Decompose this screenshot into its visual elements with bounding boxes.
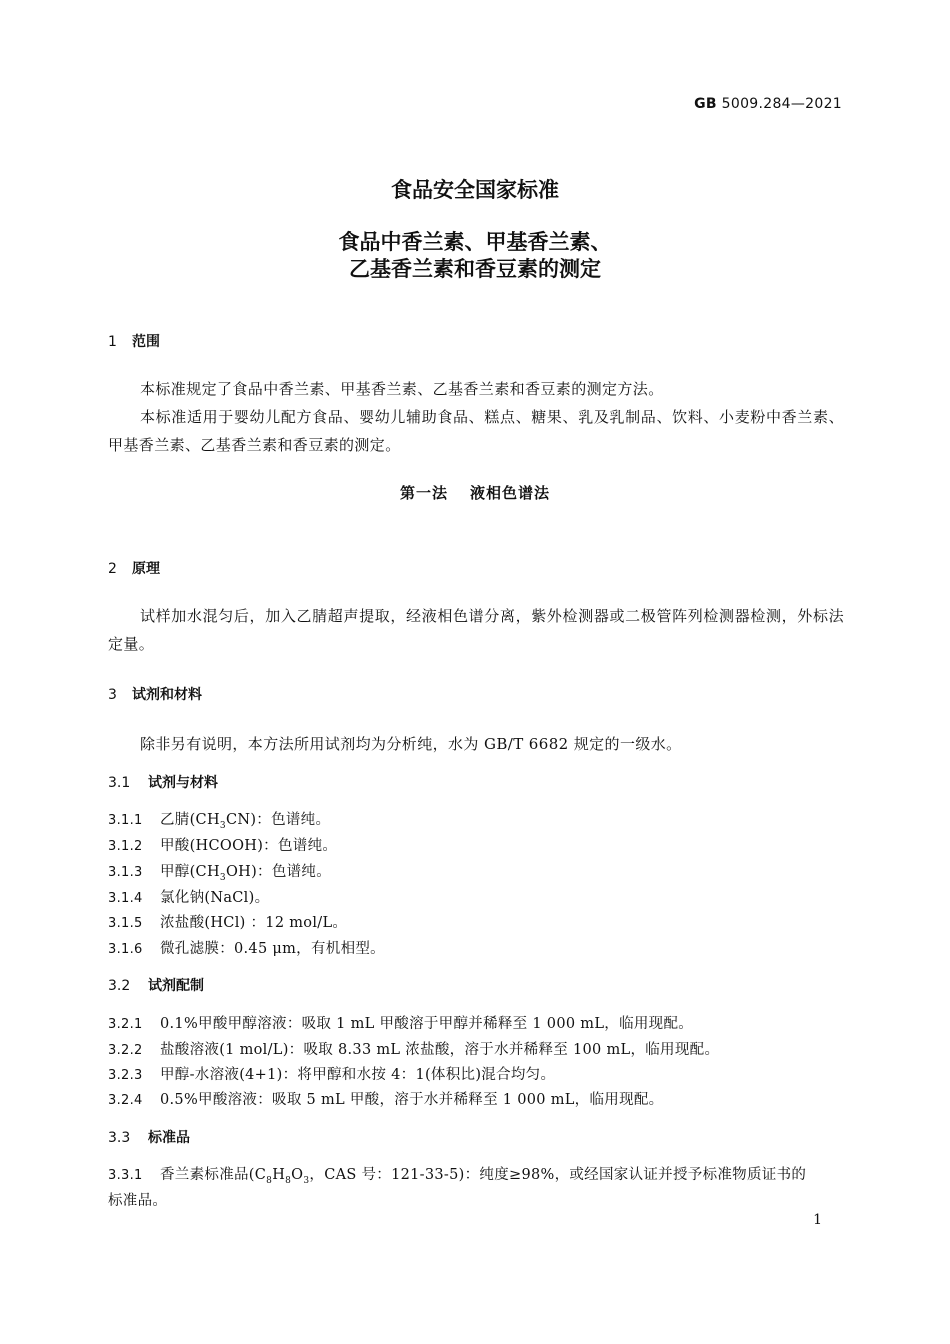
section-number: 2 (108, 561, 117, 577)
item-text: 微孔滤膜：0.45 μm，有机相型。 (160, 941, 385, 957)
method-label: 第一法 (399, 484, 448, 502)
document-subtitle-line1: 食品中香兰素、甲基香兰素、 (338, 230, 612, 254)
item-text: ，CAS 号：121-33-5)：纯度≥98%，或经国家认证并授予标准物质证书的 (309, 1167, 807, 1183)
item-text: 香兰素标准品(C (160, 1167, 267, 1183)
subsection-heading-3-2 (108, 975, 204, 995)
preparation-item (108, 1012, 693, 1033)
item-text: 乙腈(CH (160, 812, 220, 828)
section-number: 1 (108, 334, 117, 350)
item-number: 3.1.2 (108, 839, 143, 854)
section-title: 标准品 (148, 1130, 190, 1146)
standard-code: 5009.284—2021 (721, 96, 842, 112)
standard-prefix: GB (694, 96, 717, 112)
section-heading-reagents (108, 684, 202, 704)
item-number: 3.3.1 (108, 1168, 143, 1183)
preparation-item (108, 1038, 719, 1059)
section-title: 范围 (132, 334, 160, 350)
method-heading (0, 482, 950, 503)
document-subtitle-line2: 乙基香兰素和香豆素的测定 (349, 257, 601, 281)
section-title: 原理 (132, 561, 160, 577)
item-text: 甲酸(HCOOH)：色谱纯。 (160, 838, 338, 854)
preparation-item (108, 1063, 555, 1084)
item-text: O (291, 1167, 304, 1183)
section-title: 试剂和材料 (132, 687, 202, 703)
item-text: 氯化钠(NaCl)。 (160, 890, 270, 906)
item-subscript: 3 (219, 872, 226, 883)
item-text: 0.5%甲酸溶液：吸取 5 mL 甲酸，溶于水并稀释至 1 000 mL，临用现配。 (160, 1092, 664, 1108)
section-title: 试剂配制 (148, 978, 204, 994)
item-text: H (272, 1167, 286, 1183)
item-number: 3.1.1 (108, 813, 143, 828)
item-subscript: 8 (285, 1175, 292, 1186)
reagent-item (108, 808, 330, 831)
reagent-item (108, 937, 385, 958)
scope-paragraph-2: 本标准适用于婴幼儿配方食品、婴幼儿辅助食品、糕点、糖果、乳及乳制品、饮料、小麦粉中香兰素、甲基香兰素、乙基香兰素和香豆素的测定。 (108, 408, 844, 454)
principle-paragraph: 试样加水混匀后，加入乙腈超声提取，经液相色谱分离，紫外检测器或二极管阵列检测器检测，外标法定量。 (108, 607, 844, 653)
item-subscript: 3 (303, 1175, 310, 1186)
method-name: 液相色谱法 (470, 484, 551, 502)
reagent-item (108, 886, 269, 907)
item-number: 3.2.2 (108, 1043, 143, 1058)
section-heading-principle (108, 558, 160, 578)
section-title: 试剂与材料 (148, 775, 218, 791)
item-number: 3.1.3 (108, 865, 143, 880)
item-text: 0.1%甲酸甲醇溶液：吸取 1 mL 甲酸溶于甲醇并稀释至 1 000 mL，临用现配。 (160, 1016, 694, 1032)
item-number: 3.2.3 (108, 1068, 143, 1083)
item-number: 3.2.4 (108, 1093, 143, 1108)
item-number: 3.1.6 (108, 942, 143, 957)
item-number: 3.1.4 (108, 891, 143, 906)
item-number: 3.1.5 (108, 916, 143, 931)
item-text: 浓盐酸(HCl) ：12 mol/L。 (160, 915, 348, 931)
section-number: 3.3 (108, 1130, 131, 1146)
item-subscript: 8 (266, 1175, 273, 1186)
section-heading-scope (108, 331, 160, 351)
subsection-heading-3-1 (108, 772, 218, 792)
page-number: 1 (813, 1212, 822, 1228)
reagent-item (108, 834, 337, 855)
item-subscript: 3 (219, 820, 226, 831)
item-number: 3.2.1 (108, 1017, 143, 1032)
section-number: 3.1 (108, 775, 131, 791)
section-number: 3 (108, 687, 117, 703)
item-text: 盐酸溶液(1 mol/L)：吸取 8.33 mL 浓盐酸，溶于水并稀释至 100 mL，临用现配。 (160, 1042, 720, 1058)
item-text: 甲醇(CH (160, 864, 220, 880)
scope-paragraph-1: 本标准规定了食品中香兰素、甲基香兰素、乙基香兰素和香豆素的测定方法。 (140, 380, 664, 398)
reagents-paragraph: 除非另有说明，本方法所用试剂均为分析纯，水为 GB/T 6682 规定的一级水。 (140, 735, 682, 753)
standard-number (694, 96, 842, 112)
document-title: 食品安全国家标准 (391, 178, 559, 202)
standard-item-3-3-1-continued: 标准品。 (108, 1193, 168, 1209)
section-number: 3.2 (108, 978, 131, 994)
subsection-heading-3-3 (108, 1127, 190, 1147)
item-text: OH)：色谱纯。 (225, 864, 332, 880)
reagent-item (108, 911, 347, 932)
reagent-item (108, 860, 331, 883)
item-text: CN)：色谱纯。 (225, 812, 331, 828)
standard-item-3-3-1 (108, 1163, 806, 1186)
item-text: 甲醇-水溶液(4+1)：将甲醇和水按 4：1(体积比)混合均匀。 (160, 1067, 556, 1083)
preparation-item (108, 1088, 663, 1109)
